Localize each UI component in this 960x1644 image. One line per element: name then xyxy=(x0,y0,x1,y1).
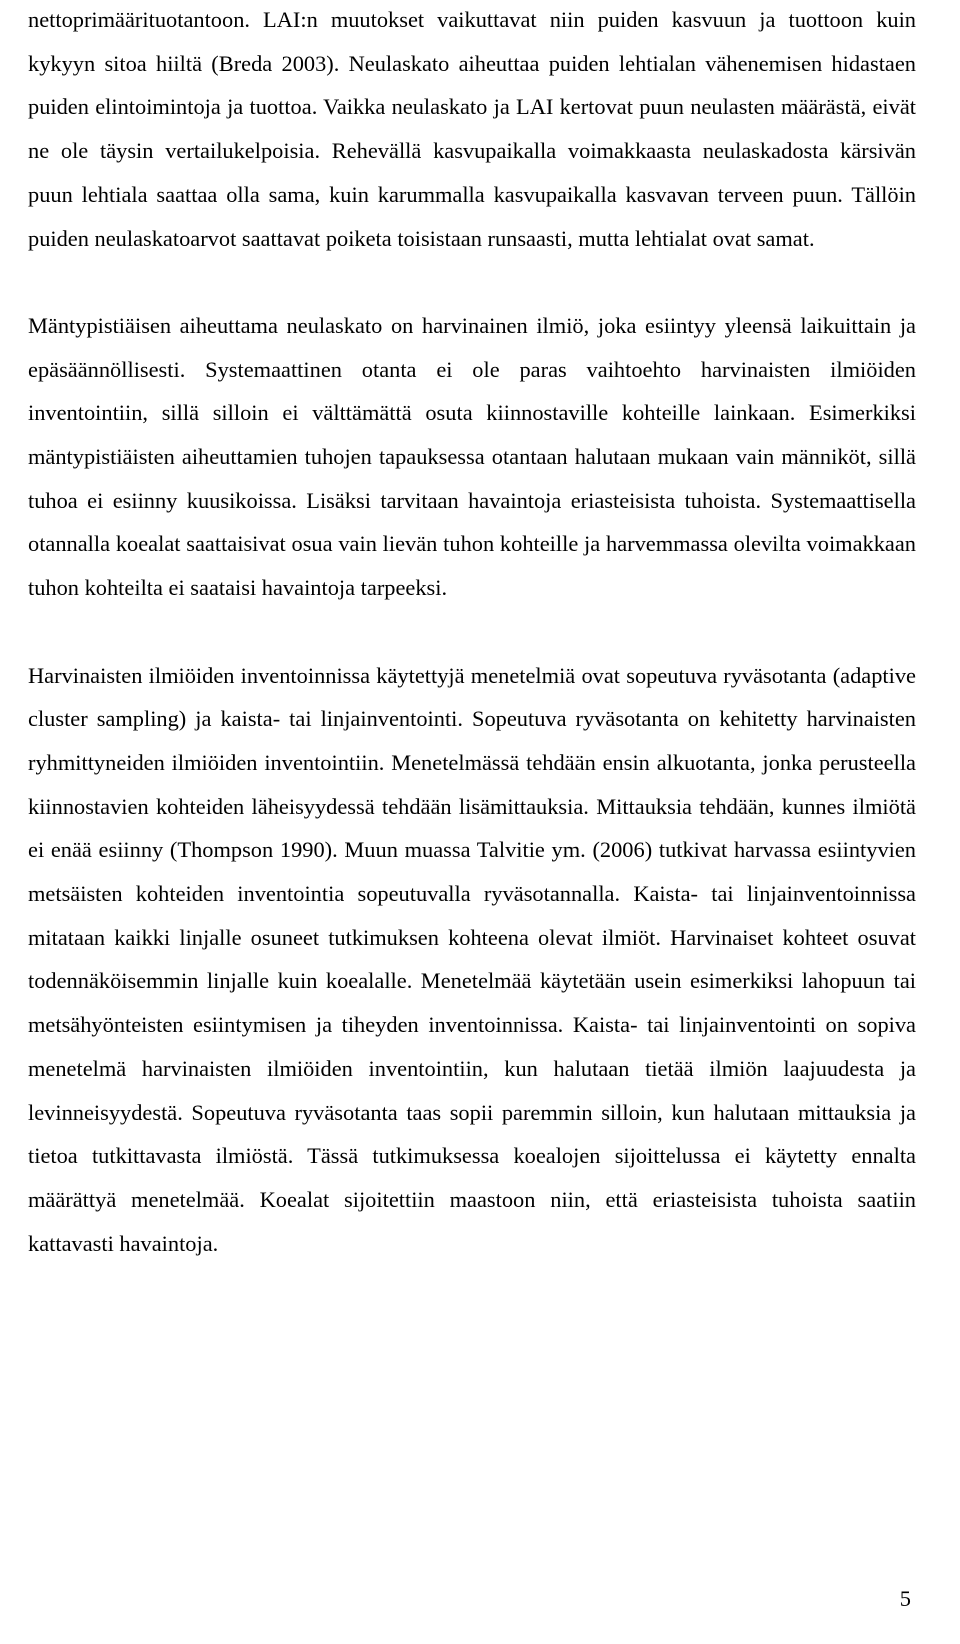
paragraph-2: Mäntypistiäisen aiheuttama neulaskato on harvinainen ilmiö, joka esiintyy yleensä laikuittain ja epäsäännöllisesti. Systemaattinen otanta ei ole paras vaihtoehto harvinaisten ilmiöiden inventointiin, sillä silloin ei välttämättä osuta kiinnostaville kohteille lainkaan. Esimerkiksi mäntypistiäisten aiheuttamien tuhojen tapauksessa otantaan halutaan mukaan vain männiköt, sillä tuhoa ei esiinny kuusikoissa. Lisäksi tarvitaan havaintoja eriasteisista tuhoista. Systemaattisella otannalla koealat saattaisivat osua vain lievän tuhon kohteille ja harvemmassa olevilta voimakkaan tuhon kohteilta ei saataisi havaintoja tarpeeksi. xyxy=(28,312,916,601)
paragraph-1: nettoprimäärituotantoon. LAI:n muutokset vaikuttavat niin puiden kasvuun ja tuottoon kuin kykyyn sitoa hiiltä (Breda 2003). Neulaskato aiheuttaa puiden lehtialan vähenemisen hidastaen puiden elintoimintoja ja tuottoa. Vaikka neulaskato ja LAI kertovat puun neulasten määrästä, eivät ne ole täysin vertailukelpoisia. Rehevällä kasvupaikalla voimakkaasta neulaskadosta kärsivän puun lehtiala saattaa olla sama, kuin karummalla kasvupaikalla kasvavan terveen puun. Tällöin puiden neulaskatoarvot saattavat poiketa toisistaan runsaasti, mutta lehtialat ovat samat. xyxy=(28,7,916,251)
document-body xyxy=(28,0,916,1265)
paragraph-3: Harvinaisten ilmiöiden inventoinnissa käytettyjä menetelmiä ovat sopeutuva ryväsotanta (adaptive cluster sampling) ja kaista- tai linjainventointi. Sopeutuva ryväsotanta on kehitetty harvinaisten ryhmittyneiden ilmiöiden inventointiin. Menetelmässä tehdään ensin alkuotanta, jonka perusteella kiinnostavien kohteiden läheisyydessä tehdään lisämittauksia. Mittauksia tehdään, kunnes ilmiötä ei enää esiinny (Thompson 1990). Muun muassa Talvitie ym. (2006) tutkivat harvassa esiintyvien metsäisten kohteiden inventointia sopeutuvalla ryväsotannalla. Kaista- tai linjainventoinnissa mitataan kaikki linjalle osuneet tutkimuksen kohteena olevat ilmiöt. Harvinaiset kohteet osuvat todennäköisemmin linjalle kuin koealalle. Menetelmää käytetään usein esimerkiksi lahopuun tai metsähyönteisten esiintymisen ja tiheyden inventoinnissa. Kaista- tai linjainventointi on sopiva menetelmä harvinaisten ilmiöiden inventointiin, kun halutaan tietää ilmiön laajuudesta ja levinneisyydestä. Sopeutuva ryväsotanta taas sopii paremmin silloin, kun halutaan mittauksia ja tietoa tutkittavasta ilmiöstä. Tässä tutkimuksessa koealojen sijoittelussa ei käytetty ennalta määrättyä menetelmää. Koealat sijoitettiin maastoon niin, että eriasteisista tuhoista saatiin kattavasti havaintoja. xyxy=(28,662,916,1256)
page-number: 5 xyxy=(899,1586,911,1611)
